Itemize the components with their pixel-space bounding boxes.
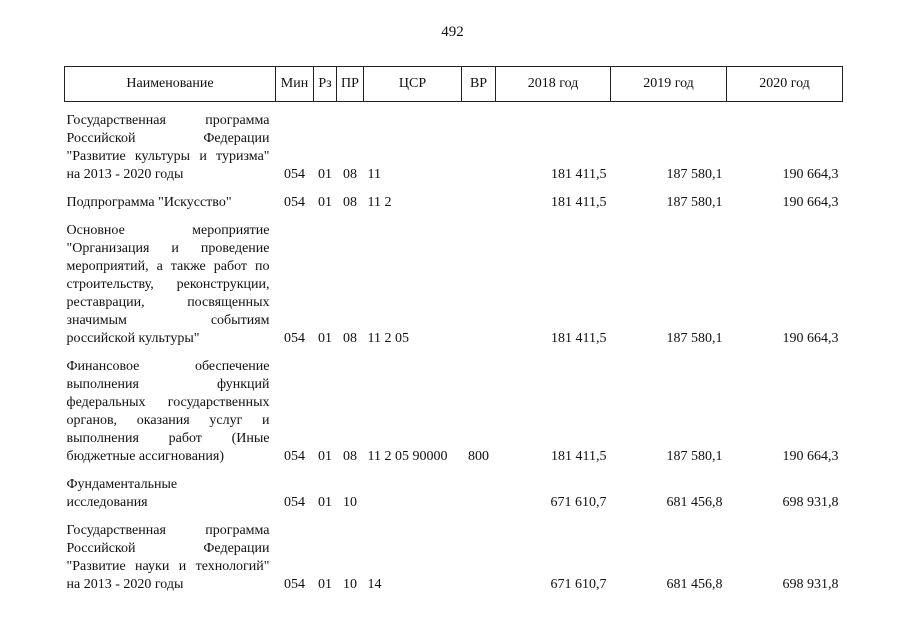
table-header-row <box>65 67 843 102</box>
table-body <box>65 102 843 595</box>
cell-y2018: 181 411,5 <box>551 449 607 464</box>
budget-table <box>64 66 843 594</box>
row-spacer <box>65 184 843 194</box>
row-name-line: выполнения работ (Иные <box>66 431 270 446</box>
cell-csr: 11 2 05 <box>367 331 409 346</box>
cell-y2020: 190 664,3 <box>782 167 839 182</box>
header-vr: ВР <box>462 67 496 102</box>
row-name-line: строительству, реконструкции, <box>66 277 270 292</box>
page-number: 492 <box>441 24 464 40</box>
cell-y2020: 190 664,3 <box>782 195 839 210</box>
cell-csr: 11 2 <box>367 195 392 210</box>
row-name-line: бюджетные ассигнования) <box>66 449 225 464</box>
row-name-line: органов, оказания услуг и <box>66 413 270 428</box>
row-spacer <box>65 212 843 222</box>
cell-rz: 01 <box>318 577 332 592</box>
cell-y2018: 671 610,7 <box>550 495 607 510</box>
cell-rz: 01 <box>318 495 332 510</box>
row-name-line: "Организация и проведение <box>66 241 270 256</box>
cell-pr: 10 <box>343 495 357 510</box>
row-name-line: мероприятий, а также работ по <box>66 259 270 274</box>
cell-pr: 08 <box>343 449 357 464</box>
cell-y2018: 181 411,5 <box>551 167 607 182</box>
cell-pr: 08 <box>343 167 357 182</box>
cell-vr <box>462 476 496 512</box>
cell-pr: 08 <box>343 195 357 210</box>
row-name-line: Подпрограмма "Искусство" <box>66 195 232 210</box>
header-2018: 2018 год <box>496 67 611 102</box>
row-name-line: Фундаментальные <box>66 477 178 492</box>
table-row <box>65 112 843 184</box>
row-spacer <box>65 466 843 476</box>
cell-y2018: 181 411,5 <box>551 195 607 210</box>
row-name-line: "Развитие науки и технологий" <box>66 559 270 574</box>
row-name-line: значимым событиям <box>66 313 270 328</box>
cell-rz: 01 <box>318 449 332 464</box>
table-row <box>65 222 843 348</box>
cell-y2019: 187 580,1 <box>666 195 723 210</box>
cell-y2019: 187 580,1 <box>666 331 723 346</box>
cell-csr <box>364 476 462 512</box>
cell-rz: 01 <box>318 167 332 182</box>
row-name-line: исследования <box>66 495 148 510</box>
row-name-line: Российской Федерации <box>66 541 270 556</box>
header-pr: ПР <box>337 67 364 102</box>
row-name-line: Государственная программа <box>66 113 270 128</box>
cell-y2019: 187 580,1 <box>666 449 723 464</box>
header-min: Мин <box>276 67 314 102</box>
table-row <box>65 358 843 466</box>
header-rz: Рз <box>314 67 337 102</box>
cell-min: 054 <box>284 195 305 210</box>
header-name: Наименование <box>65 67 276 102</box>
cell-min: 054 <box>284 495 305 510</box>
table-row <box>65 476 843 512</box>
cell-y2018: 671 610,7 <box>550 577 607 592</box>
cell-min: 054 <box>284 167 305 182</box>
cell-y2018: 181 411,5 <box>551 331 607 346</box>
row-name <box>65 222 276 348</box>
row-spacer <box>65 512 843 522</box>
cell-y2019: 681 456,8 <box>666 495 723 510</box>
row-name-line: выполнения функций <box>66 377 270 392</box>
table-row <box>65 194 843 212</box>
cell-vr <box>462 112 496 184</box>
cell-min: 054 <box>284 331 305 346</box>
row-name <box>65 194 276 212</box>
header-2019: 2019 год <box>611 67 727 102</box>
cell-y2019: 681 456,8 <box>666 577 723 592</box>
table-row <box>65 522 843 594</box>
row-name-line: на 2013 - 2020 годы <box>66 167 184 182</box>
cell-vr: 800 <box>468 449 489 464</box>
cell-vr <box>462 222 496 348</box>
cell-vr <box>462 194 496 212</box>
row-name-line: Российской Федерации <box>66 131 270 146</box>
row-spacer <box>65 102 843 113</box>
cell-y2020: 698 931,8 <box>782 577 839 592</box>
row-name-line: "Развитие культуры и туризма" <box>66 149 270 164</box>
cell-y2020: 190 664,3 <box>782 331 839 346</box>
cell-y2020: 190 664,3 <box>782 449 839 464</box>
cell-pr: 08 <box>343 331 357 346</box>
cell-vr <box>462 522 496 594</box>
header-csr: ЦСР <box>364 67 462 102</box>
cell-min: 054 <box>284 449 305 464</box>
row-name <box>65 358 276 466</box>
row-name-line: реставрации, посвященных <box>66 295 270 310</box>
header-2020: 2020 год <box>727 67 843 102</box>
cell-rz: 01 <box>318 195 332 210</box>
cell-csr: 11 <box>367 167 381 182</box>
row-name <box>65 476 276 512</box>
row-spacer <box>65 348 843 358</box>
cell-rz: 01 <box>318 331 332 346</box>
row-name-line: на 2013 - 2020 годы <box>66 577 184 592</box>
cell-y2019: 187 580,1 <box>666 167 723 182</box>
row-name-line: Финансовое обеспечение <box>66 359 270 374</box>
row-name-line: Основное мероприятие <box>66 223 270 238</box>
cell-csr: 14 <box>367 577 382 592</box>
cell-pr: 10 <box>343 577 357 592</box>
cell-min: 054 <box>284 577 305 592</box>
row-name <box>65 522 276 594</box>
cell-csr: 11 2 05 90000 <box>367 449 448 464</box>
cell-y2020: 698 931,8 <box>782 495 839 510</box>
row-name-line: федеральных государственных <box>66 395 270 410</box>
row-name <box>65 112 276 184</box>
row-name-line: Государственная программа <box>66 523 270 538</box>
row-name-line: российской культуры" <box>66 331 200 346</box>
